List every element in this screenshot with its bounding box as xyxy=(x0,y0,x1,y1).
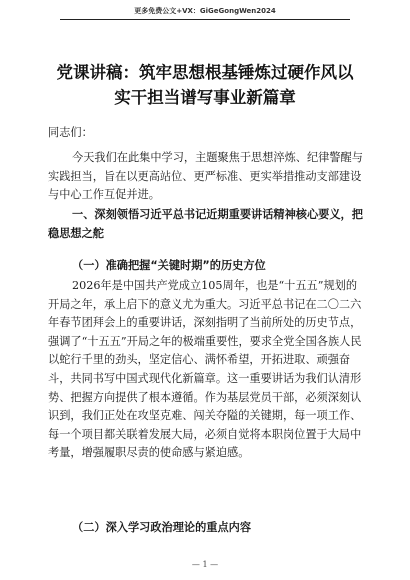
subsection-2-heading: （二）深入学习政治理论的重点内容 xyxy=(72,521,252,534)
section-1-heading: 一、深刻领悟习近平总书记近期重要讲话精神核心要义，把稳思想之舵 xyxy=(48,208,363,240)
page-number: — 1 — xyxy=(191,560,219,569)
subsection-1-paragraph: 2026年是中国共产党成立105周年，也是“十五五”规划的开局之年，承上启下的意义尤为重大。习近平总书记在二〇二六年春节团拜会上的重要讲话，深刻指明了当前所处的历史节点，强调了“十五五”开局之年的极端重要性，要求全党全国各族人民以蛇行千里的劲头，坚定信心、满怀希望，开拓进取、顽强奋斗，共同书写中国式现代化新篇章。这一重要讲话为我们认清形势、把握方向提供了根本遵循。作为基层党员干部，必须深刻认识到，我们正处在攻坚克难、闯关夺隘的关键期，每一项工作、每一个项目都关联着发展大局，必须自觉将本职岗位置于大局中考量，增强履职尽责的使命感与紧迫感。 xyxy=(48,279,362,460)
title-line-2: 实干担当谱写事业新篇章 xyxy=(114,88,296,107)
document-title xyxy=(40,60,370,110)
salutation: 同志们： xyxy=(48,126,93,139)
header-note: 更多免费公文+VX：GiGeGongWen2024 xyxy=(134,7,276,15)
title-line-1: 党课讲稿：筑牢思想根基锤炼过硬作风以 xyxy=(56,63,354,82)
subsection-1-heading: （一）准确把握“关键时期”的历史方位 xyxy=(72,259,266,272)
header-divider xyxy=(60,19,350,20)
intro-paragraph: 今天我们在此集中学习，主题聚焦于思想淬炼、纪律警醒与实践担当，旨在以更高站位、更严标准、更实举措推动支部建设与中心工作互促并进。 xyxy=(48,151,363,202)
